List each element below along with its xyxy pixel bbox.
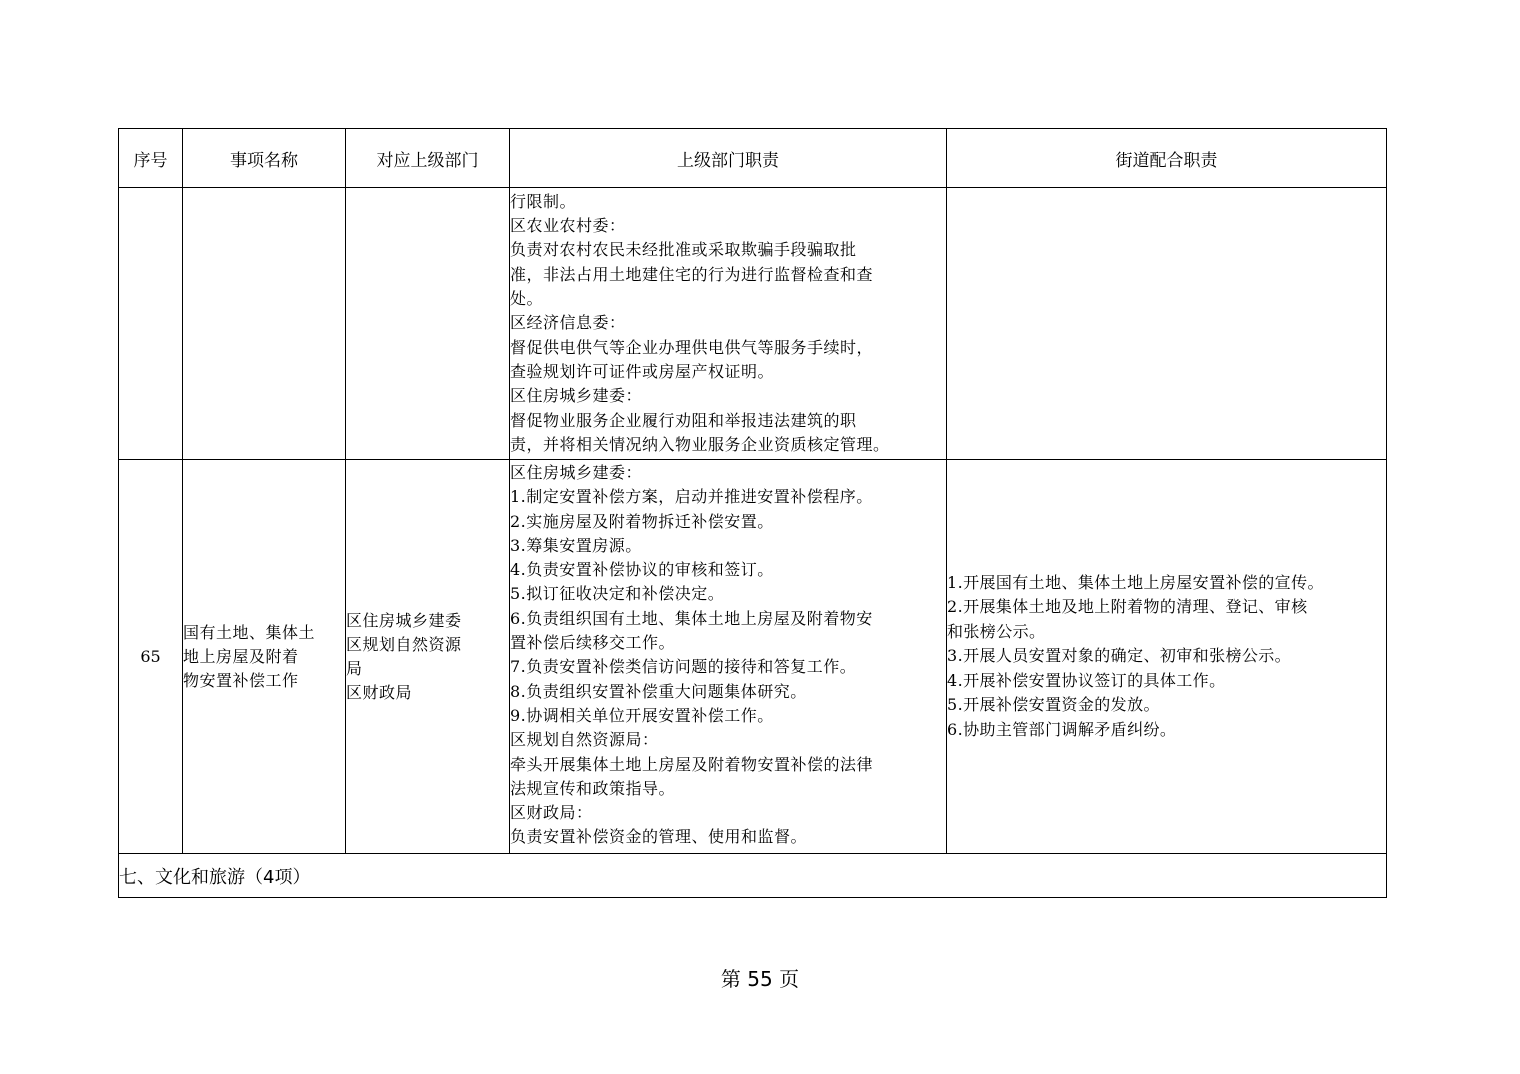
header-street-duty: 街道配合职责 bbox=[947, 129, 1387, 188]
duty-line: 查验规划许可证件或房屋产权证明。 bbox=[510, 361, 775, 381]
row-item-name bbox=[183, 460, 346, 854]
cont-name-cell bbox=[183, 188, 346, 460]
row-seq: 65 bbox=[119, 460, 183, 854]
section-row bbox=[119, 854, 1387, 898]
duty-line: 处。 bbox=[510, 289, 544, 309]
duty-line: 区规划自然资源局： bbox=[510, 730, 659, 750]
duty-line: 8.负责组织安置补偿重大问题集体研究。 bbox=[510, 681, 807, 701]
cont-dept-cell bbox=[346, 188, 510, 460]
header-item-name: 事项名称 bbox=[183, 129, 346, 188]
cont-seq-cell bbox=[119, 188, 183, 460]
cont-duty-cell bbox=[510, 188, 947, 460]
table-row-continuation bbox=[119, 188, 1387, 460]
duty-line: 区住房城乡建委： bbox=[510, 386, 643, 406]
street-duty-line: 和张榜公示。 bbox=[947, 621, 1046, 641]
row-street-duty bbox=[947, 460, 1387, 854]
table-header-row bbox=[119, 129, 1387, 188]
duty-line: 责，并将相关情况纳入物业服务企业资质核定管理。 bbox=[510, 434, 890, 454]
duty-line: 1.制定安置补偿方案，启动并推进安置补偿程序。 bbox=[510, 487, 873, 507]
dept-line: 区财政局 bbox=[346, 682, 413, 702]
dept-line: 局 bbox=[346, 658, 363, 678]
duty-line: 区财政局： bbox=[510, 803, 593, 823]
dept-line: 区规划自然资源 bbox=[346, 634, 462, 654]
header-superior-duty: 上级部门职责 bbox=[510, 129, 947, 188]
duty-line: 9.协调相关单位开展安置补偿工作。 bbox=[510, 705, 774, 725]
duty-line: 牵头开展集体土地上房屋及附着物安置补偿的法律 bbox=[510, 754, 874, 774]
table-row-65 bbox=[119, 460, 1387, 854]
row-superior-dept bbox=[346, 460, 510, 854]
cont-street-cell bbox=[947, 188, 1387, 460]
duty-line: 2.实施房屋及附着物拆迁补偿安置。 bbox=[510, 511, 774, 531]
duty-line: 负责安置补偿资金的管理、使用和监督。 bbox=[510, 827, 808, 847]
duty-line: 3.筹集安置房源。 bbox=[510, 535, 642, 555]
item-name-line: 物安置补偿工作 bbox=[183, 670, 299, 690]
duty-line: 行限制。 bbox=[510, 191, 577, 211]
duty-line: 4.负责安置补偿协议的审核和签订。 bbox=[510, 560, 774, 580]
item-name-line: 地上房屋及附着 bbox=[183, 646, 299, 666]
duty-line: 督促供电供气等企业办理供电供气等服务手续时， bbox=[510, 337, 874, 357]
duty-line: 负责对农村农民未经批准或采取欺骗手段骗取批 bbox=[510, 240, 857, 260]
duty-line: 5.拟订征收决定和补偿决定。 bbox=[510, 584, 725, 604]
duty-line: 6.负责组织国有土地、集体土地上房屋及附着物安 bbox=[510, 608, 873, 628]
duty-line: 督促物业服务企业履行劝阻和举报违法建筑的职 bbox=[510, 410, 857, 430]
street-duty-line: 2.开展集体土地及地上附着物的清理、登记、审核 bbox=[947, 597, 1308, 617]
duty-line: 置补偿后续移交工作。 bbox=[510, 633, 676, 653]
row-superior-duty bbox=[510, 460, 947, 854]
street-duty-line: 3.开展人员安置对象的确定、初审和张榜公示。 bbox=[947, 646, 1292, 666]
street-duty-line: 4.开展补偿安置协议签订的具体工作。 bbox=[947, 670, 1226, 690]
street-duty-line: 5.开展补偿安置资金的发放。 bbox=[947, 695, 1160, 715]
section-title: 七、文化和旅游（4项） bbox=[119, 854, 1387, 898]
duty-line: 区经济信息委： bbox=[510, 313, 626, 333]
header-superior-dept: 对应上级部门 bbox=[346, 129, 510, 188]
duty-line: 区农业农村委： bbox=[510, 216, 626, 236]
dept-line: 区住房城乡建委 bbox=[346, 610, 462, 630]
duty-line: 法规宣传和政策指导。 bbox=[510, 778, 676, 798]
page-number: 第 55 页 bbox=[720, 967, 800, 991]
header-seq: 序号 bbox=[119, 129, 183, 188]
duty-line: 区住房城乡建委： bbox=[510, 463, 643, 482]
street-duty-line: 1.开展国有土地、集体土地上房屋安置补偿的宣传。 bbox=[947, 572, 1324, 592]
responsibility-table bbox=[118, 128, 1387, 898]
duty-line: 准，非法占用土地建住宅的行为进行监督检查和查 bbox=[510, 264, 874, 284]
duty-line: 7.负责安置补偿类信访问题的接待和答复工作。 bbox=[510, 657, 857, 677]
item-name-line: 国有土地、集体土 bbox=[183, 622, 316, 642]
street-duty-line: 6.协助主管部门调解矛盾纠纷。 bbox=[947, 719, 1177, 739]
